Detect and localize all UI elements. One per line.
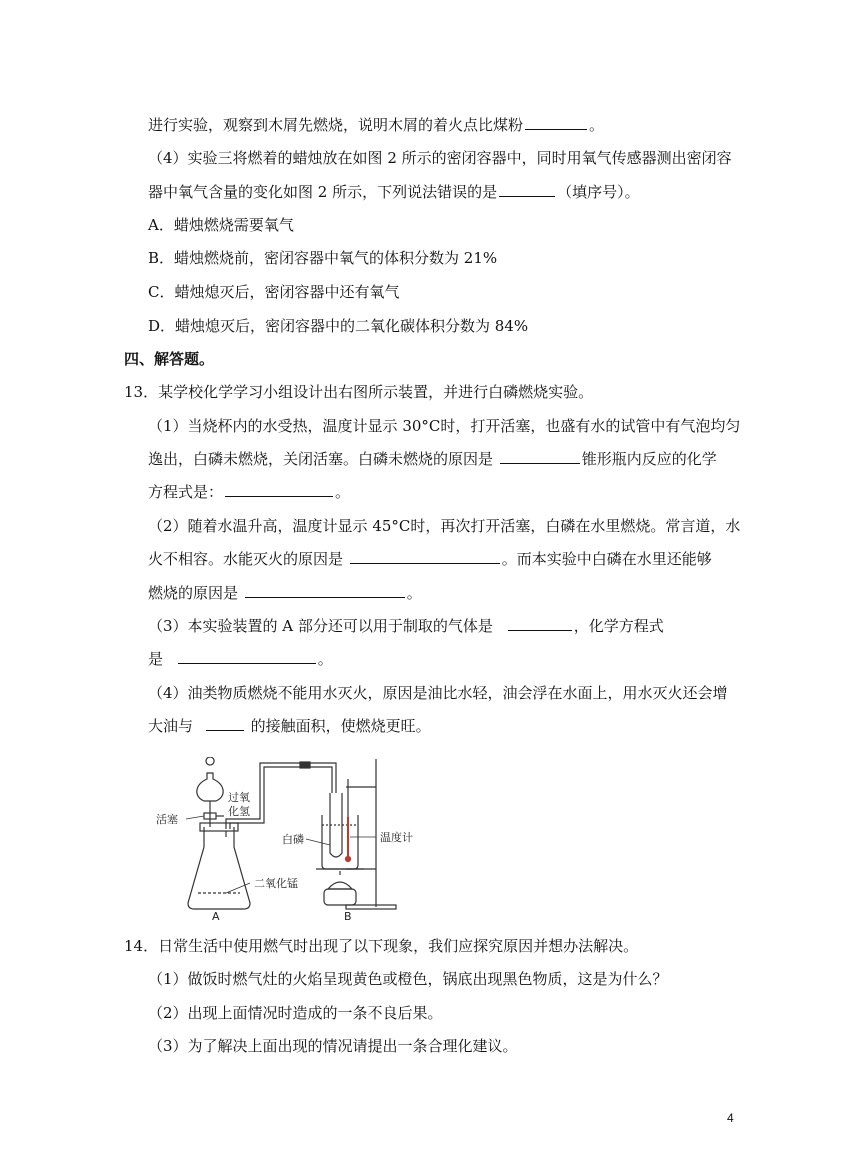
line-text: 燃烧的原因是: [148, 584, 239, 602]
option-d: D．蜡烛熄灭后，密闭容器中的二氧化碳体积分数为 84%: [148, 317, 529, 335]
line-text: 逸出，白磷未燃烧，关闭活塞。白磷未燃烧的原因是: [148, 450, 494, 468]
label-a: A: [212, 910, 220, 922]
text-line-18: （4）油类物质燃烧不能用水灭火，原因是油比水轻，油会浮在水面上，用水灭火还会增: [148, 684, 728, 702]
line-text: 。: [406, 584, 422, 602]
answer-blank[interactable]: [225, 482, 333, 497]
answer-blank[interactable]: [508, 616, 572, 631]
label-stopcock: 活塞: [156, 813, 178, 826]
line-text: 器中氧气含量的变化如图 2 所示，下列说法错误的是: [148, 183, 498, 201]
line-text: 锥形瓶内反应的化学: [581, 450, 717, 468]
line-text: （3）本实验装置的 A 部分还可以用于制取的气体是: [148, 617, 493, 635]
label-hydrogen-peroxide-1: 过氧: [228, 791, 250, 804]
line-text: 方程式是：: [148, 483, 224, 501]
text-line-14: [148, 549, 712, 569]
line-text: 。: [589, 116, 605, 134]
text-line-19: [148, 716, 431, 736]
option-b: B．蜡烛燃烧前，密闭容器中氧气的体积分数为 21%: [148, 249, 498, 267]
line-text: ，化学方程式: [573, 617, 664, 635]
question-14: 14．日常生活中使用燃气时出现了以下现象，我们应探究原因并想办法解决。: [124, 937, 639, 955]
line-text: 的接触面积，使燃烧更旺。: [250, 717, 431, 735]
line-text: 进行实验，观察到木屑先燃烧，说明木屑的着火点比煤粉: [148, 116, 524, 134]
text-line-17: [148, 649, 333, 669]
line-text: 。: [317, 650, 333, 668]
question-13: 13．某学校化学学习小组设计出右图所示装置，并进行白磷燃烧实验。: [124, 383, 594, 401]
option-c: C．蜡烛熄灭后，密闭容器中还有氧气: [148, 283, 400, 301]
line-text: 。: [335, 483, 351, 501]
text-line-16: [148, 616, 664, 636]
text-line-11: [148, 449, 717, 469]
text-line-15: [148, 583, 422, 603]
text-line-12: [148, 482, 350, 502]
answer-blank[interactable]: [499, 182, 555, 197]
text-line-1: [148, 115, 604, 135]
text-line-13: （2）随着水温升高，温度计显示 45°C时，再次打开活塞，白磷在水里燃烧。常言道，水: [148, 517, 741, 535]
text-line-10: （1）当烧杯内的水受热，温度计显示 30°C时，打开活塞，也盛有水的试管中有气泡均匀: [148, 417, 741, 435]
page-number: 4: [727, 1111, 734, 1125]
answer-blank[interactable]: [350, 549, 500, 564]
answer-blank[interactable]: [245, 583, 405, 598]
label-white-phosphorus: 白磷: [282, 833, 304, 846]
line-text: 大油与: [148, 717, 194, 735]
answer-blank[interactable]: [525, 115, 587, 130]
text-line-2: （4）实验三将燃着的蜡烛放在如图 2 所示的密闭容器中，同时用氧气传感器测出密闭容: [148, 149, 732, 167]
text-line-23: （3）为了解决上面出现的情况请提出一条合理化建议。: [148, 1037, 518, 1055]
line-text: 是: [148, 650, 164, 668]
experiment-apparatus-figure: [150, 757, 420, 922]
label-hydrogen-peroxide-2: 化氢: [228, 805, 250, 818]
text-line-3: [148, 182, 640, 202]
line-text: 火不相容。水能灭火的原因是: [148, 550, 344, 568]
text-line-21: （1）做饭时燃气灶的火焰呈现黄色或橙色，锅底出现黑色物质，这是为什么？: [148, 970, 668, 988]
text-line-22: （2）出现上面情况时造成的一条不良后果。: [148, 1004, 443, 1022]
section-heading: 四、解答题。: [124, 350, 215, 368]
label-b: B: [344, 910, 352, 922]
answer-blank[interactable]: [206, 716, 244, 731]
label-manganese-dioxide: 二氧化锰: [254, 877, 298, 890]
option-a: A．蜡烛燃烧需要氧气: [148, 216, 294, 234]
answer-blank[interactable]: [500, 449, 580, 464]
label-thermometer: 温度计: [380, 831, 413, 844]
answer-blank[interactable]: [178, 649, 316, 664]
line-text: （填序号）。: [557, 183, 640, 201]
line-text: 。而本实验中白磷在水里还能够: [501, 550, 712, 568]
